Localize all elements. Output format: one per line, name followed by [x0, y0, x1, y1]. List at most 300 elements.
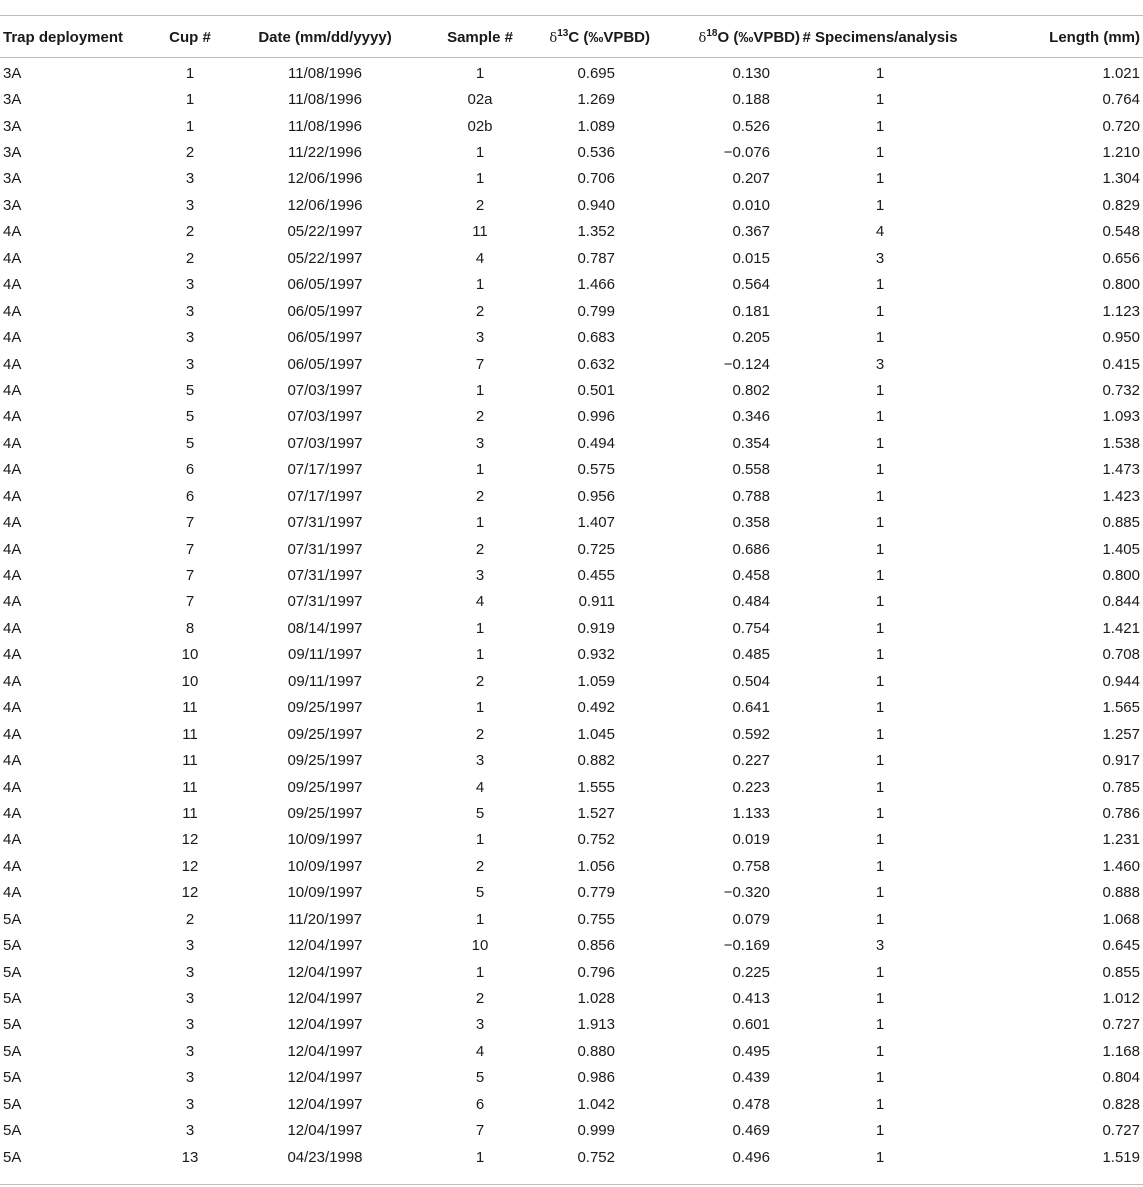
cell-d13c: 1.269: [577, 91, 615, 109]
cell-trap-deployment: 4A: [3, 804, 22, 822]
table-row: [0, 1012, 1143, 1038]
cell-specimens: 1: [875, 752, 885, 770]
header-d13c: [545, 17, 650, 58]
table-row: [0, 219, 1143, 245]
cell-d13c: 0.752: [577, 1148, 615, 1166]
table-row: [0, 86, 1143, 112]
cell-cup: 5: [185, 381, 195, 399]
cell-length: 1.257: [1102, 725, 1140, 743]
table-row: [0, 668, 1143, 694]
cell-sample: 3: [475, 752, 485, 770]
cell-sample: 1: [475, 1148, 485, 1166]
cell-date: 12/04/1997: [287, 1095, 363, 1113]
cell-d18o: 0.496: [732, 1148, 770, 1166]
cell-date: 12/04/1997: [287, 937, 363, 955]
cell-cup: 7: [185, 567, 195, 585]
cell-sample: 2: [475, 196, 485, 214]
cell-trap-deployment: 4A: [3, 276, 22, 294]
table-row: [0, 880, 1143, 906]
table-top-rule: [0, 15, 1143, 16]
header-d18o-delta: δ: [698, 30, 707, 46]
table-row: [0, 1065, 1143, 1091]
cell-date: 07/03/1997: [287, 408, 363, 426]
cell-sample: 3: [475, 1016, 485, 1034]
cell-trap-deployment: 4A: [3, 461, 22, 479]
cell-d18o: 0.458: [732, 567, 770, 585]
cell-date: 09/11/1997: [288, 646, 362, 664]
table-row: [0, 959, 1143, 985]
cell-d13c: 1.527: [577, 804, 615, 822]
table-header: [0, 17, 1143, 58]
cell-specimens: 1: [875, 593, 885, 611]
cell-d13c: 0.799: [577, 302, 615, 320]
cell-specimens: 1: [875, 302, 885, 320]
table-row: [0, 721, 1143, 747]
cell-specimens: 1: [875, 1148, 885, 1166]
cell-date: 10/09/1997: [287, 857, 363, 875]
cell-trap-deployment: 5A: [3, 1122, 22, 1140]
cell-length: 1.231: [1102, 831, 1140, 849]
cell-trap-deployment: 5A: [3, 937, 22, 955]
cell-trap-deployment: 4A: [3, 434, 22, 452]
cell-length: 1.421: [1102, 619, 1140, 637]
cell-d18o: 0.754: [732, 619, 770, 637]
cell-sample: 1: [475, 170, 485, 188]
cell-d13c: 0.986: [577, 1069, 615, 1087]
cell-sample: 3: [475, 434, 485, 452]
table-row: [0, 377, 1143, 403]
cell-cup: 11: [182, 699, 198, 717]
table-row: [0, 457, 1143, 483]
cell-trap-deployment: 4A: [3, 699, 22, 717]
cell-cup: 6: [185, 461, 195, 479]
cell-d18o: 0.601: [732, 1016, 770, 1034]
cell-cup: 3: [185, 329, 195, 347]
cell-d13c: 0.492: [577, 699, 615, 717]
cell-date: 11/08/1996: [288, 64, 362, 82]
cell-date: 08/14/1997: [287, 619, 363, 637]
cell-specimens: 1: [875, 1095, 885, 1113]
cell-sample: 3: [475, 567, 485, 585]
cell-trap-deployment: 4A: [3, 725, 22, 743]
cell-sample: 1: [475, 699, 485, 717]
cell-cup: 3: [185, 355, 195, 373]
cell-d18o: 0.225: [732, 963, 770, 981]
cell-d13c: 0.575: [577, 461, 615, 479]
cell-specimens: 1: [875, 699, 885, 717]
cell-trap-deployment: 3A: [3, 144, 22, 162]
cell-trap-deployment: 4A: [3, 302, 22, 320]
cell-d18o: 0.526: [732, 117, 770, 135]
cell-length: 1.565: [1102, 699, 1140, 717]
cell-specimens: 1: [875, 672, 885, 690]
cell-cup: 11: [182, 752, 198, 770]
cell-cup: 3: [185, 302, 195, 320]
cell-sample: 02a: [467, 91, 493, 109]
cell-date: 05/22/1997: [287, 223, 363, 241]
cell-date: 12/04/1997: [287, 990, 363, 1008]
table-row: [0, 827, 1143, 853]
table-row: [0, 747, 1143, 773]
cell-sample: 5: [475, 1069, 485, 1087]
cell-trap-deployment: 4A: [3, 223, 22, 241]
cell-trap-deployment: 3A: [3, 91, 22, 109]
cell-d13c: 1.555: [577, 778, 615, 796]
cell-d13c: 0.787: [577, 249, 615, 267]
cell-sample: 4: [475, 249, 485, 267]
cell-date: 07/31/1997: [287, 514, 363, 532]
header-d13c-label: C (‰VPBD): [568, 28, 650, 46]
cell-d18o: 0.227: [732, 752, 770, 770]
cell-cup: 10: [181, 646, 199, 664]
header-sample: Sample #: [415, 17, 545, 58]
cell-date: 12/04/1997: [287, 1122, 363, 1140]
cell-d13c: 1.045: [577, 725, 615, 743]
cell-d13c: 0.880: [577, 1042, 615, 1060]
cell-d18o: 0.354: [732, 434, 770, 452]
cell-length: 1.538: [1102, 434, 1140, 452]
cell-trap-deployment: 5A: [3, 1016, 22, 1034]
cell-length: 0.917: [1102, 752, 1140, 770]
cell-date: 12/04/1997: [287, 1042, 363, 1060]
cell-sample: 1: [475, 831, 485, 849]
cell-d18o: 0.010: [732, 196, 770, 214]
cell-sample: 10: [471, 937, 489, 955]
cell-d13c: 0.956: [577, 487, 615, 505]
cell-d13c: 0.999: [577, 1122, 615, 1140]
cell-trap-deployment: 4A: [3, 381, 22, 399]
cell-specimens: 1: [875, 170, 885, 188]
cell-cup: 2: [185, 144, 195, 162]
table-row: [0, 509, 1143, 535]
cell-cup: 5: [185, 408, 195, 426]
cell-specimens: 1: [875, 196, 885, 214]
table-row: [0, 642, 1143, 668]
table-row: [0, 192, 1143, 218]
cell-d13c: 0.501: [577, 381, 615, 399]
cell-specimens: 1: [875, 619, 885, 637]
cell-d13c: 0.455: [577, 567, 615, 585]
cell-date: 06/05/1997: [287, 302, 363, 320]
table-row: [0, 139, 1143, 165]
cell-d18o: −0.320: [723, 884, 770, 902]
cell-trap-deployment: 5A: [3, 963, 22, 981]
isotope-data-table: [0, 17, 1143, 1170]
cell-specimens: 1: [875, 144, 885, 162]
cell-cup: 12: [181, 884, 199, 902]
cell-d13c: 1.407: [577, 514, 615, 532]
table-row: [0, 166, 1143, 192]
cell-trap-deployment: 5A: [3, 1069, 22, 1087]
cell-d13c: 0.494: [577, 434, 615, 452]
cell-date: 07/31/1997: [287, 567, 363, 585]
table-row: [0, 774, 1143, 800]
cell-sample: 5: [475, 884, 485, 902]
cell-d18o: −0.169: [723, 937, 770, 955]
cell-d18o: 0.079: [732, 910, 770, 928]
cell-d13c: 1.913: [577, 1016, 615, 1034]
cell-trap-deployment: 3A: [3, 196, 22, 214]
cell-length: 1.068: [1102, 910, 1140, 928]
cell-trap-deployment: 5A: [3, 910, 22, 928]
cell-length: 0.548: [1102, 223, 1140, 241]
cell-sample: 4: [475, 778, 485, 796]
cell-d18o: 0.207: [732, 170, 770, 188]
cell-specimens: 1: [875, 487, 885, 505]
cell-d18o: 0.802: [732, 381, 770, 399]
cell-d13c: 1.352: [577, 223, 615, 241]
cell-d18o: 0.788: [732, 487, 770, 505]
header-cup: Cup #: [145, 17, 235, 58]
cell-date: 12/04/1997: [287, 963, 363, 981]
cell-specimens: 1: [875, 884, 885, 902]
cell-trap-deployment: 4A: [3, 857, 22, 875]
table-bottom-rule: [0, 1184, 1143, 1185]
cell-cup: 11: [182, 725, 198, 743]
cell-date: 07/03/1997: [287, 381, 363, 399]
cell-length: 0.727: [1102, 1016, 1140, 1034]
cell-cup: 3: [185, 196, 195, 214]
cell-d13c: 0.856: [577, 937, 615, 955]
cell-d18o: 0.346: [732, 408, 770, 426]
cell-sample: 2: [475, 990, 485, 1008]
cell-trap-deployment: 4A: [3, 408, 22, 426]
cell-length: 0.732: [1102, 381, 1140, 399]
cell-d18o: 0.439: [732, 1069, 770, 1087]
cell-specimens: 1: [875, 831, 885, 849]
cell-date: 11/08/1996: [288, 91, 362, 109]
cell-length: 1.168: [1102, 1042, 1140, 1060]
cell-d18o: 0.205: [732, 329, 770, 347]
cell-sample: 1: [475, 461, 485, 479]
cell-length: 1.473: [1102, 461, 1140, 479]
cell-d18o: 0.130: [732, 64, 770, 82]
cell-sample: 1: [475, 276, 485, 294]
cell-trap-deployment: 4A: [3, 884, 22, 902]
cell-cup: 3: [185, 937, 195, 955]
table-row: [0, 272, 1143, 298]
cell-sample: 1: [475, 381, 485, 399]
cell-length: 1.093: [1102, 408, 1140, 426]
cell-sample: 2: [475, 408, 485, 426]
cell-cup: 2: [185, 910, 195, 928]
cell-trap-deployment: 3A: [3, 64, 22, 82]
cell-d18o: 0.686: [732, 540, 770, 558]
cell-cup: 7: [185, 514, 195, 532]
cell-cup: 13: [181, 1148, 199, 1166]
cell-d13c: 0.940: [577, 196, 615, 214]
cell-date: 09/25/1997: [287, 725, 363, 743]
cell-trap-deployment: 4A: [3, 672, 22, 690]
table-body: [0, 58, 1143, 1171]
cell-length: 1.304: [1102, 170, 1140, 188]
table-row: [0, 298, 1143, 324]
cell-cup: 10: [181, 672, 199, 690]
cell-specimens: 1: [875, 381, 885, 399]
cell-specimens: 1: [875, 540, 885, 558]
cell-cup: 3: [185, 276, 195, 294]
cell-d13c: 0.706: [577, 170, 615, 188]
cell-cup: 3: [185, 1016, 195, 1034]
cell-trap-deployment: 4A: [3, 752, 22, 770]
cell-specimens: 1: [875, 646, 885, 664]
cell-d18o: 0.015: [732, 249, 770, 267]
cell-date: 11/20/1997: [288, 910, 362, 928]
cell-date: 06/05/1997: [287, 329, 363, 347]
cell-trap-deployment: 4A: [3, 619, 22, 637]
cell-trap-deployment: 4A: [3, 514, 22, 532]
table-row: [0, 536, 1143, 562]
cell-length: 0.885: [1102, 514, 1140, 532]
cell-d13c: 0.725: [577, 540, 615, 558]
cell-cup: 11: [182, 778, 198, 796]
cell-sample: 5: [475, 804, 485, 822]
cell-sample: 7: [475, 355, 485, 373]
cell-specimens: 1: [875, 1069, 885, 1087]
table-row: [0, 1091, 1143, 1117]
cell-length: 0.828: [1102, 1095, 1140, 1113]
cell-d13c: 0.752: [577, 831, 615, 849]
cell-sample: 1: [475, 64, 485, 82]
table-row: [0, 1038, 1143, 1064]
cell-specimens: 1: [875, 725, 885, 743]
cell-specimens: 1: [875, 804, 885, 822]
cell-d18o: 0.592: [732, 725, 770, 743]
cell-cup: 1: [185, 91, 195, 109]
table-row: [0, 800, 1143, 826]
cell-length: 0.804: [1102, 1069, 1140, 1087]
cell-sample: 7: [475, 1122, 485, 1140]
table-row: [0, 562, 1143, 588]
table-row: [0, 245, 1143, 271]
cell-cup: 7: [185, 593, 195, 611]
cell-sample: 3: [475, 329, 485, 347]
cell-trap-deployment: 4A: [3, 329, 22, 347]
cell-d13c: 1.042: [577, 1095, 615, 1113]
cell-length: 1.460: [1102, 857, 1140, 875]
cell-d18o: 0.469: [732, 1122, 770, 1140]
cell-d13c: 0.683: [577, 329, 615, 347]
cell-d13c: 0.919: [577, 619, 615, 637]
table-row: [0, 351, 1143, 377]
cell-date: 12/06/1996: [287, 170, 363, 188]
cell-d18o: 0.495: [732, 1042, 770, 1060]
cell-d18o: 0.223: [732, 778, 770, 796]
cell-date: 06/05/1997: [287, 355, 363, 373]
cell-specimens: 3: [875, 249, 885, 267]
cell-date: 09/25/1997: [287, 699, 363, 717]
cell-date: 10/09/1997: [287, 884, 363, 902]
header-length: Length (mm): [960, 17, 1143, 58]
cell-length: 1.405: [1102, 540, 1140, 558]
cell-d18o: 0.485: [732, 646, 770, 664]
cell-sample: 11: [472, 223, 488, 241]
table-row: [0, 695, 1143, 721]
cell-length: 1.123: [1102, 302, 1140, 320]
cell-cup: 12: [181, 831, 199, 849]
cell-length: 0.415: [1102, 355, 1140, 373]
cell-d13c: 0.632: [577, 355, 615, 373]
cell-d18o: 0.188: [732, 91, 770, 109]
cell-length: 0.888: [1102, 884, 1140, 902]
cell-sample: 2: [475, 725, 485, 743]
cell-trap-deployment: 4A: [3, 593, 22, 611]
cell-specimens: 1: [875, 1016, 885, 1034]
cell-cup: 6: [185, 487, 195, 505]
cell-sample: 1: [475, 619, 485, 637]
cell-specimens: 1: [875, 276, 885, 294]
cell-date: 09/25/1997: [287, 752, 363, 770]
cell-date: 07/17/1997: [287, 487, 363, 505]
cell-length: 0.720: [1102, 117, 1140, 135]
cell-date: 06/05/1997: [287, 276, 363, 294]
cell-trap-deployment: 5A: [3, 1042, 22, 1060]
cell-d13c: 0.911: [578, 593, 615, 611]
cell-d13c: 1.028: [577, 990, 615, 1008]
cell-trap-deployment: 4A: [3, 646, 22, 664]
cell-length: 0.645: [1102, 937, 1140, 955]
table-row: [0, 615, 1143, 641]
cell-date: 07/31/1997: [287, 593, 363, 611]
cell-sample: 2: [475, 487, 485, 505]
cell-trap-deployment: 3A: [3, 170, 22, 188]
header-date: Date (mm/dd/yyyy): [235, 17, 415, 58]
cell-d18o: 0.019: [732, 831, 770, 849]
cell-sample: 02b: [467, 117, 493, 135]
cell-sample: 2: [475, 540, 485, 558]
header-d13c-sup: 13: [557, 27, 569, 39]
cell-d18o: 0.758: [732, 857, 770, 875]
cell-cup: 2: [185, 249, 195, 267]
cell-cup: 2: [185, 223, 195, 241]
table-row: [0, 113, 1143, 139]
table-row: [0, 853, 1143, 879]
cell-date: 09/25/1997: [287, 804, 363, 822]
cell-d13c: 0.796: [577, 963, 615, 981]
cell-cup: 11: [182, 804, 198, 822]
cell-d13c: 0.996: [577, 408, 615, 426]
header-specimens: # Specimens/analysis: [800, 17, 960, 58]
cell-trap-deployment: 4A: [3, 355, 22, 373]
cell-cup: 1: [185, 117, 195, 135]
cell-d13c: 0.932: [577, 646, 615, 664]
cell-length: 0.855: [1102, 963, 1140, 981]
cell-length: 0.708: [1102, 646, 1140, 664]
cell-cup: 3: [185, 963, 195, 981]
cell-date: 09/11/1997: [288, 672, 362, 690]
cell-cup: 1: [185, 64, 195, 82]
table-row: [0, 58, 1143, 87]
cell-specimens: 1: [875, 64, 885, 82]
cell-trap-deployment: 3A: [3, 117, 22, 135]
cell-date: 07/03/1997: [287, 434, 363, 452]
cell-length: 1.021: [1102, 64, 1140, 82]
cell-specimens: 1: [875, 514, 885, 532]
cell-sample: 4: [475, 1042, 485, 1060]
cell-date: 09/25/1997: [287, 778, 363, 796]
cell-d18o: 0.367: [732, 223, 770, 241]
cell-date: 10/09/1997: [287, 831, 363, 849]
cell-d18o: 0.504: [732, 672, 770, 690]
cell-d13c: 1.466: [577, 276, 615, 294]
cell-sample: 4: [475, 593, 485, 611]
cell-cup: 12: [181, 857, 199, 875]
cell-cup: 7: [185, 540, 195, 558]
table-row: [0, 404, 1143, 430]
cell-specimens: 1: [875, 963, 885, 981]
header-d18o-label: O (‰VPBD): [717, 28, 800, 46]
cell-trap-deployment: 4A: [3, 540, 22, 558]
